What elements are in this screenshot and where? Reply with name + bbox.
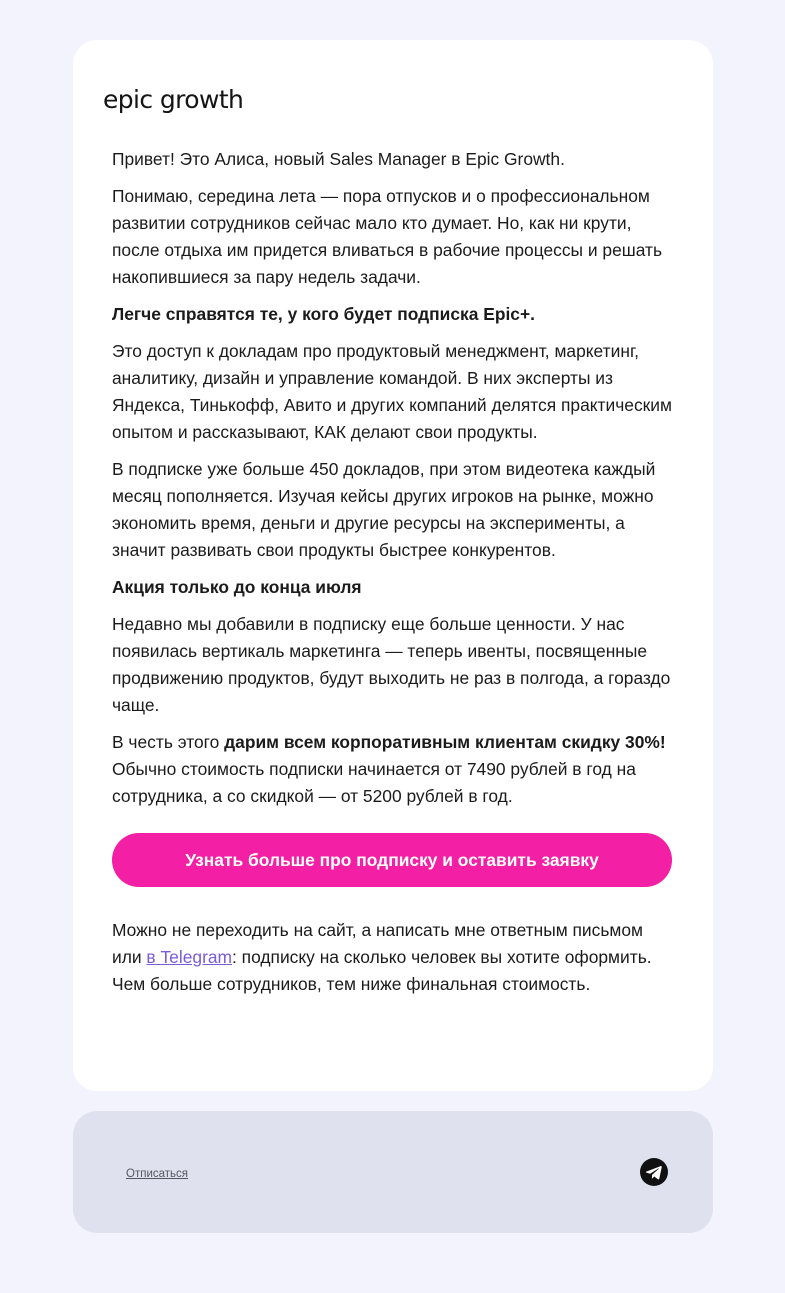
subscription-description: Это доступ к докладам про продуктовый менеджмент, маркетинг, аналитику, дизайн и управление командой. В них эксперты из Яндекса, Тинькофф, Авито и других компаний делятся практическим опытом и рассказывают, КАК делают свои продукты. [112,341,672,442]
closing-prefix: Можно не переходить на сайт, а написать мне ответным письмом или [112,920,643,967]
discount-suffix: Обычно стоимость подписки начинается от 7490 рублей в год на сотрудника, а со скидкой — от 5200 рублей в год. [112,759,636,806]
greeting-text: Привет! Это Алиса, новый Sales Manager в Epic Growth. [112,149,565,169]
closing-suffix: : подписку на сколько человек вы хотите оформить. Чем больше сотрудников, тем ниже финальная стоимость. [112,947,652,994]
closing-paragraph [112,917,677,998]
email-body [112,146,677,1008]
intro-paragraph: Понимаю, середина лета — пора отпусков и о профессиональном развитии сотрудников сейчас мало кто думает. Но, как ни крути, после отдыха им придется вливаться в рабочие процессы и решать накопившиеся за пару недель задачи. [112,186,663,287]
telegram-icon[interactable] [640,1158,668,1186]
telegram-link[interactable]: в Telegram [146,947,233,967]
promo-headline: Акция только до конца июля [112,577,362,597]
discount-highlight: дарим всем корпоративным клиентам скидку 30%! [224,732,666,752]
email-card [73,40,713,1091]
email-footer [73,1111,713,1233]
discount-paragraph [112,729,677,810]
epic-plus-headline: Легче справятся те, у кого будет подписка Epic+. [112,304,535,324]
discount-prefix: В честь этого [112,732,225,752]
learn-more-button[interactable]: Узнать больше про подписку и оставить заявку [112,833,672,887]
unsubscribe-link[interactable]: Отписаться [126,1168,188,1180]
marketing-vertical-paragraph: Недавно мы добавили в подписку еще больше ценности. У нас появилась вертикаль маркетинга — теперь ивенты, посвященные продвижению продуктов, будут выходить не раз в полгода, а гораздо чаще. [112,614,671,715]
epic-growth-logo[interactable]: epic growth [103,85,244,114]
library-paragraph: В подписке уже больше 450 докладов, при этом видеотека каждый месяц пополняется. Изучая кейсы других игроков на рынке, можно экономить время, деньги и другие ресурсы на эксперименты, а значит развивать свои продукты быстрее конкурентов. [112,459,656,560]
telegram-plane-icon [640,1158,668,1186]
